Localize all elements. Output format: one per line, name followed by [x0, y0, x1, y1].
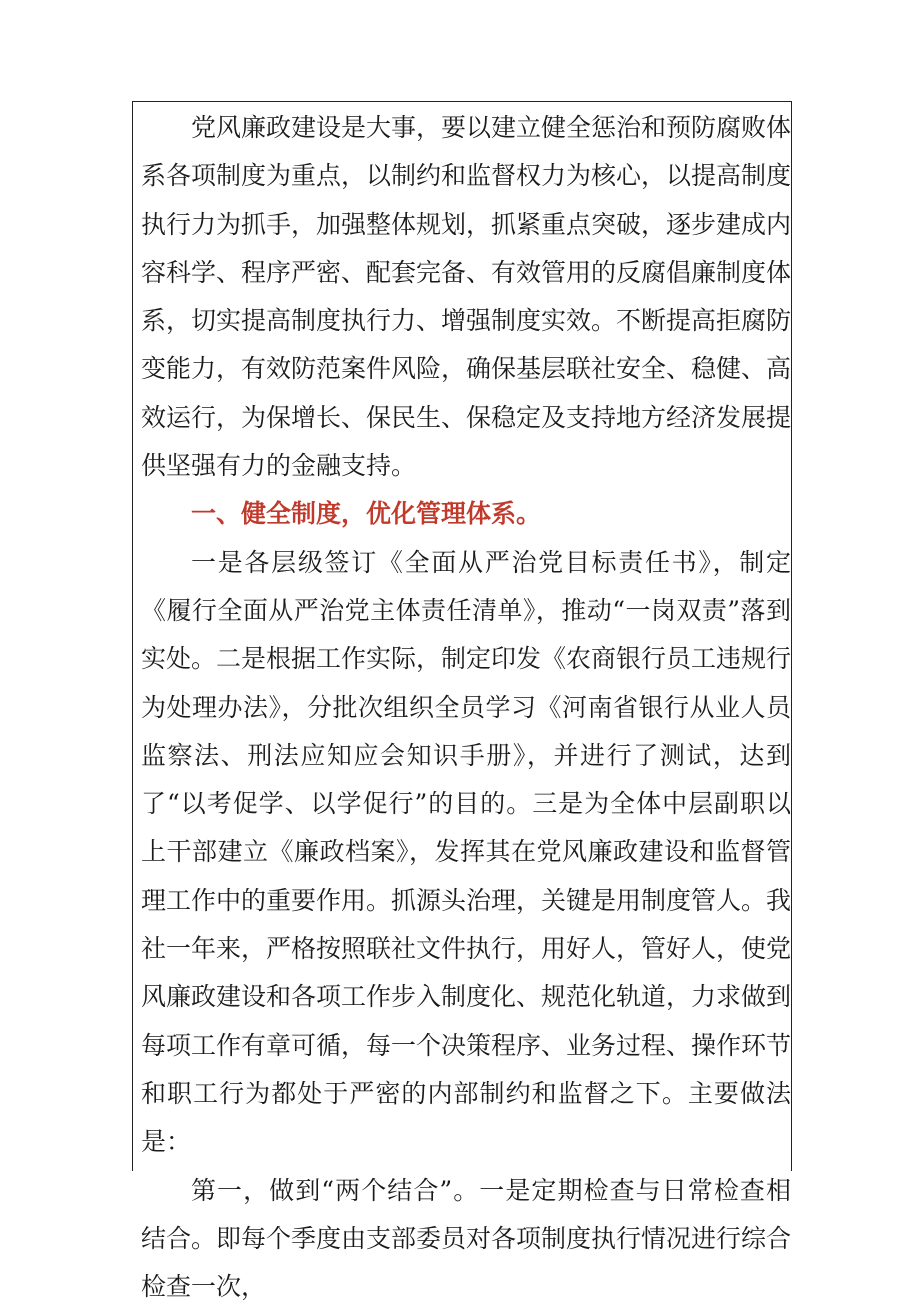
paragraph-body: 一是各层级签订《全面从严治党目标责任书》，制定《履行全面从严治党主体责任清单》，推动“一岗双责”落到实处。二是根据工作实际，制定印发《农商银行员工违规行为处理办法》，分批次组织全员学习《河南省银行从业人员监察法、刑法应知应会知识手册》，并进行了测试，达到了“以考促学、以学促行”的目的。三是为全体中层副职以上干部建立《廉政档案》，发挥其在党风廉政建设和监督管理工作中的重要作用。抓源头治理，关键是用制度管人。我社一年来，严格按照联社文件执行，用好人，管好人，使党风廉政建设和各项工作步入制度化、规范化轨道，力求做到每项工作有章可循，每一个决策程序、业务过程、操作环节和职工行为都处于严密的内部制约和监督之下。主要做法是：	[141, 547, 792, 1157]
document-body	[141, 104, 791, 1311]
paragraph-intro: 党风廉政建设是大事，要以建立健全惩治和预防腐败体系各项制度为重点，以制约和监督权力为核心，以提高制度执行力为抓手，加强整体规划，抓紧重点突破，逐步建成内容科学、程序严密、配套完备、有效管用的反腐倡廉制度体系，切实提高制度执行力、增强制度实效。不断提高拒腐防变能力，有效防范案件风险，确保基层联社安全、稳健、高效运行，为保增长、保民生、保稳定及支持地方经济发展提供坚强有力的金融支持。	[141, 113, 792, 481]
section-heading: 一、健全制度，优化管理体系。	[191, 499, 542, 529]
paragraph-continued: 第一，做到“两个结合”。一是定期检查与日常检查相结合。即每个季度由支部委员对各项制度执行情况进行综合检查一次，	[141, 1175, 792, 1302]
